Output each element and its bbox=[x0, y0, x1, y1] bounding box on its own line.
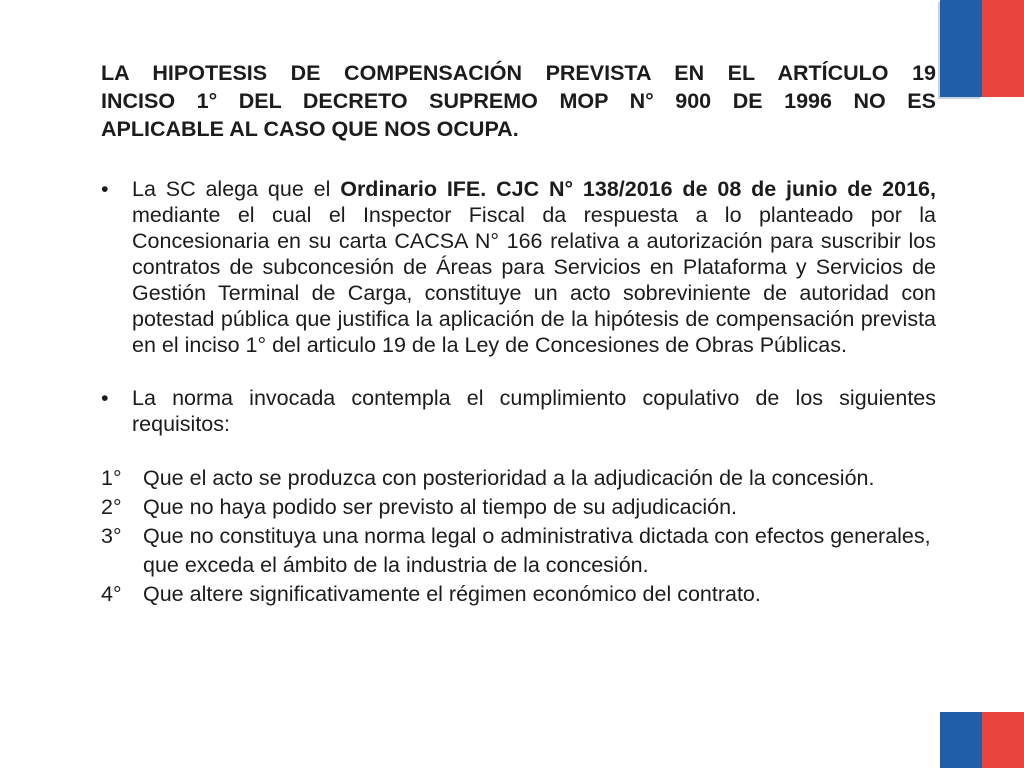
requirement-number: 4° bbox=[101, 582, 122, 606]
bullet-item bbox=[101, 385, 936, 437]
bullet-list bbox=[101, 176, 936, 437]
requirement-text: Que el acto se produzca con posterioridad a la adjudicación de la concesión. bbox=[143, 466, 875, 490]
bullet-mark: • bbox=[101, 386, 109, 410]
decor-red-bar bbox=[982, 0, 1024, 97]
requirement-number: 1° bbox=[101, 466, 122, 490]
corner-decoration-top bbox=[940, 0, 1024, 97]
corner-decoration-bottom bbox=[940, 712, 1024, 768]
requirements-list bbox=[101, 464, 936, 609]
requirement-item bbox=[101, 493, 936, 522]
decor-red-bar bbox=[982, 712, 1024, 768]
requirement-item bbox=[101, 464, 936, 493]
title-line: APLICABLE AL CASO QUE NOS OCUPA. bbox=[101, 117, 519, 141]
bullet-text-post: mediante el cual el Inspector Fiscal da respuesta a lo planteado por la Concesionaria en su carta CACSA N° 166 relativa a autorización para suscribir los contratos de subconcesión de Áreas para Servicios en Plataforma y Servicios de Gestión Terminal de Carga, constituye un acto sobreviniente de autoridad con potestad pública que justifica la aplicación de la hipótesis de compensación prevista en el inciso 1° del articulo 19 de la Ley de Concesiones de Obras Públicas. bbox=[132, 203, 936, 357]
requirement-number: 2° bbox=[101, 495, 122, 519]
slide-content bbox=[101, 59, 936, 609]
requirement-text: Que no haya podido ser previsto al tiempo de su adjudicación. bbox=[143, 495, 738, 519]
bullet-text: La norma invocada contempla el cumplimiento copulativo de los siguientes requisitos: bbox=[132, 386, 936, 436]
bullet-text bbox=[132, 176, 936, 358]
bullet-mark: • bbox=[101, 177, 109, 201]
bullet-text-bold: Ordinario IFE. CJC N° 138/2016 de 08 de junio de 2016, bbox=[340, 177, 936, 201]
bullet-item bbox=[101, 176, 936, 358]
decor-blue-bar bbox=[940, 0, 982, 97]
title-line: LA HIPOTESIS DE COMPENSACIÓN PREVISTA EN EL ARTÍCULO 19 bbox=[101, 61, 936, 85]
requirement-text: Que altere significativamente el régimen económico del contrato. bbox=[143, 582, 761, 606]
requirement-item bbox=[101, 522, 936, 580]
requirement-number: 3° bbox=[101, 524, 122, 548]
bullet-text-pre: La SC alega que el bbox=[132, 177, 341, 201]
decor-blue-bar bbox=[940, 712, 982, 768]
title-line: INCISO 1° DEL DECRETO SUPREMO MOP N° 900 DE 1996 NO ES bbox=[101, 89, 936, 113]
requirement-item bbox=[101, 580, 936, 609]
slide-title bbox=[101, 59, 936, 143]
requirement-text: Que no constituya una norma legal o administrativa dictada con efectos generales, que exceda el ámbito de la industria de la concesión. bbox=[143, 524, 931, 577]
